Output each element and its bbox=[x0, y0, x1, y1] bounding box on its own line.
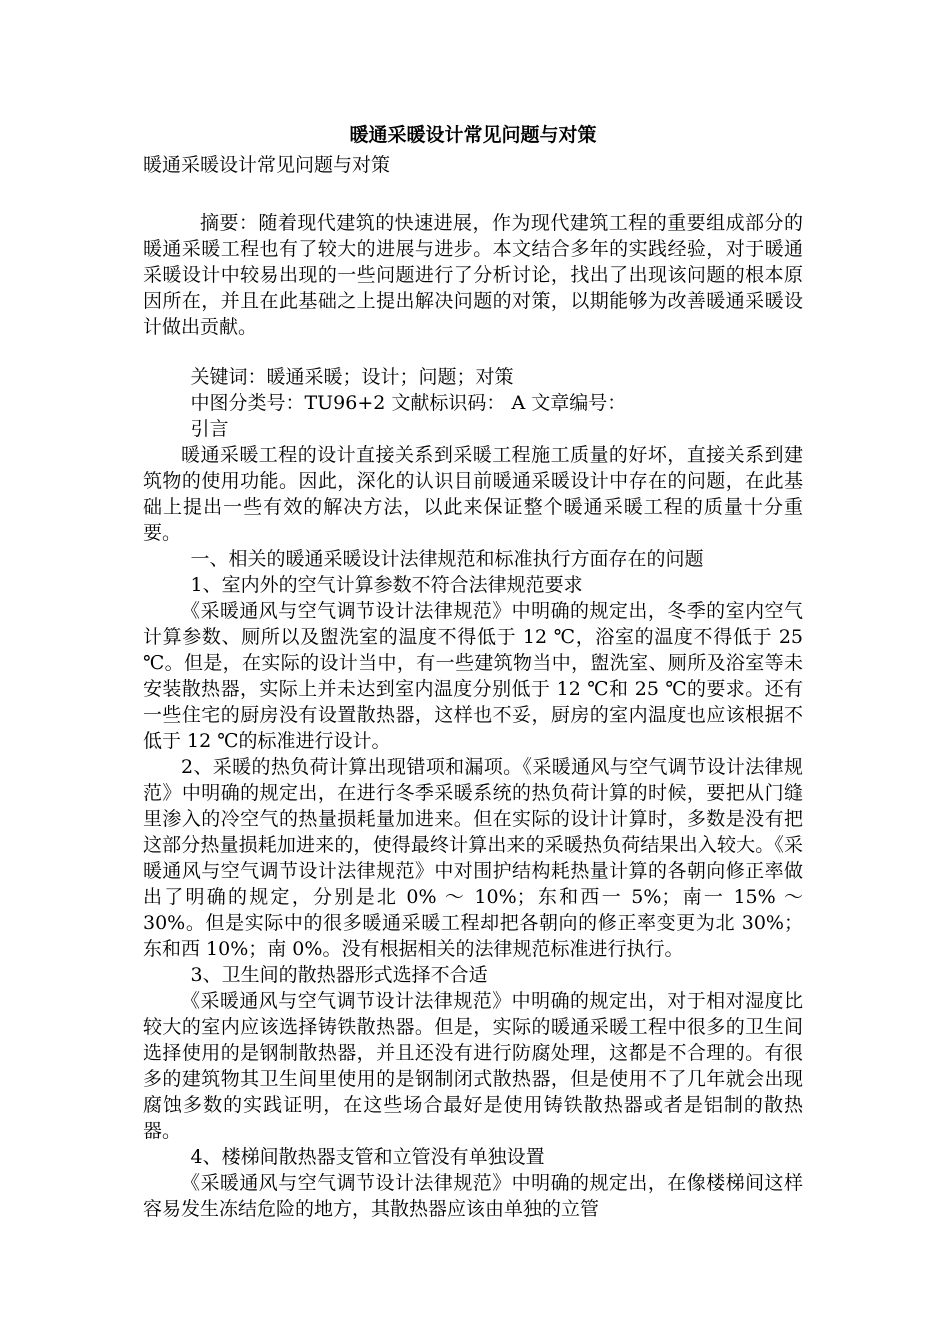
document-page bbox=[143, 120, 803, 1222]
item-paragraph-4: 《采暖通风与空气调节设计法律规范》中明确的规定出，在像楼梯间这样容易发生冻结危险的地方，其散热器应该由单独的立管 bbox=[143, 1172, 803, 1220]
item-paragraph-1: 《采暖通风与空气调节设计法律规范》中明确的规定出，冬季的室内空气计算参数、厕所以及盥洗室的温度不得低于 12 ℃，浴室的温度不得低于 25 ℃。但是，在实际的设计当中，有一些建筑物当中，盥洗室、厕所及浴室等未安装散热器，实际上并未达到室内温度分别低于 12 ℃和 25 ℃的要求。还有一些住宅的厨房没有设置散热器，这样也不妥，厨房的室内温度也应该根据不低于 12 ℃的标准进行设计。 bbox=[143, 600, 803, 752]
section-heading-1: 一、相关的暖通采暖设计法律规范和标准执行方面存在的问题 bbox=[190, 548, 704, 570]
item-paragraph-3: 《采暖通风与空气调节设计法律规范》中明确的规定出，对于相对湿度比较大的室内应该选择铸铁散热器。但是，实际的暖通采暖工程中很多的卫生间选择使用的是钢制散热器，并且还没有进行防腐处理，这都是不合理的。有很多的建筑物其卫生间里使用的是钢制闭式散热器，但是使用不了几年就会出现腐蚀多数的实践证明，在这些场合最好是使用铸铁散热器或者是铝制的散热器。 bbox=[143, 990, 803, 1142]
spacer bbox=[143, 180, 803, 210]
spacer bbox=[143, 340, 803, 364]
item-heading-1: 1、室内外的空气计算参数不符合法律规范要求 bbox=[190, 574, 583, 596]
abstract-paragraph: 摘要：随着现代建筑的快速进展，作为现代建筑工程的重要组成部分的暖通采暖工程也有了较大的进展与进步。本文结合多年的实践经验，对于暖通采暖设计中较易出现的一些问题进行了分析讨论，找出了出现该问题的根本原因所在，并且在此基础之上提出解决问题的对策，以期能够为改善暖通采暖设计做出贡献。 bbox=[143, 212, 803, 338]
document-title: 暖通采暖设计常见问题与对策 bbox=[349, 124, 597, 146]
item-paragraph-2: 2、采暖的热负荷计算出现错项和漏项。《采暖通风与空气调节设计法律规范》中明确的规定出，在进行冬季采暖系统的热负荷计算的时候，要把从门缝里渗入的冷空气的热量损耗量加进来。但在实际的设计计算时，多数是没有把这部分热量损耗加进来的，使得最终计算出来的采暖热负荷结果出入较大。《采暖通风与空气调节设计法律规范》中对围护结构耗热量计算的各朝向修正率做出了明确的规定，分别是北 0% ～ 10%；东和西一 5%；南一 15% ～30%。但是实际中的很多暖通采暖工程却把各朝向的修正率变更为北 30%；东和西 10%；南 0%。没有根据相关的法律规范标准进行执行。 bbox=[143, 756, 803, 960]
keywords-line: 关键词：暖通采暖；设计；问题；对策 bbox=[190, 366, 514, 388]
item-heading-3: 3、卫生间的散热器形式选择不合适 bbox=[190, 964, 488, 986]
classification-line: 中图分类号：TU96+2 文献标识码： A 文章编号： bbox=[190, 392, 627, 414]
intro-heading: 引言 bbox=[190, 418, 229, 440]
intro-paragraph: 暖通采暖工程的设计直接关系到采暖工程施工质量的好坏，直接关系到建筑物的使用功能。因此，深化的认识目前暖通采暖设计中存在的问题，在此基础上提出一些有效的解决方法，以此来保证整个暖通采暖工程的质量十分重要。 bbox=[143, 444, 803, 544]
item-heading-4: 4、楼梯间散热器支管和立管没有单独设置 bbox=[190, 1146, 545, 1168]
document-subtitle: 暖通采暖设计常见问题与对策 bbox=[143, 154, 391, 176]
